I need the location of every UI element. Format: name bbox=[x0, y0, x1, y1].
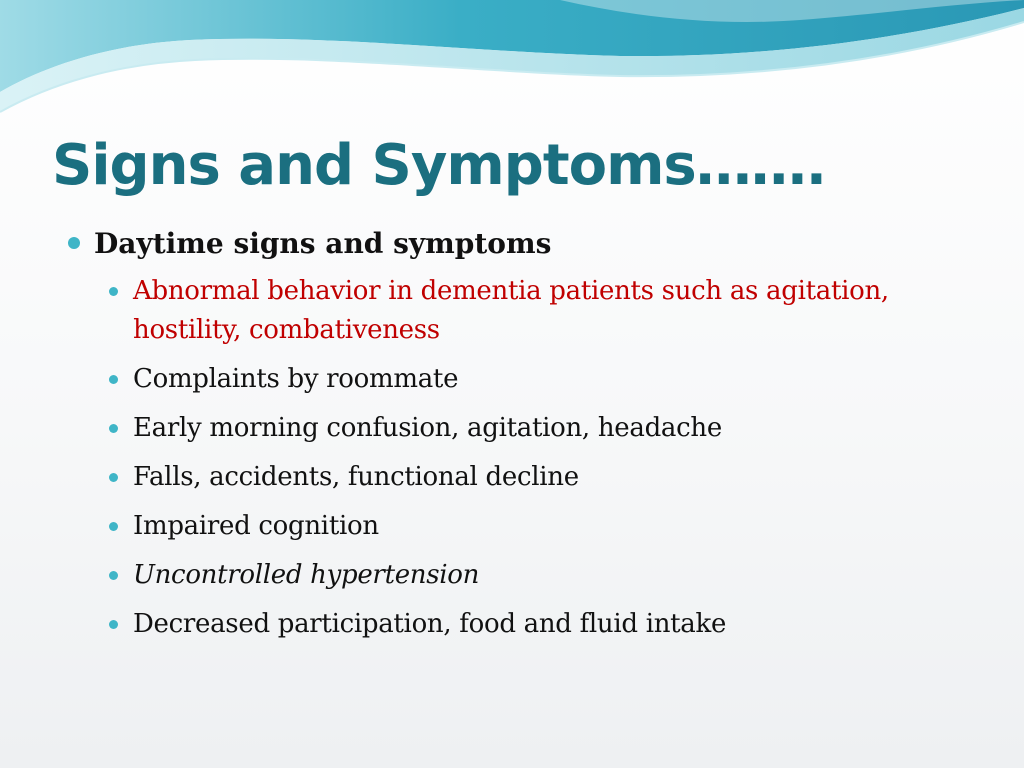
list-item bbox=[104, 507, 964, 546]
slide-title: Signs and Symptoms……. bbox=[52, 133, 827, 198]
filled-circle-bullet-icon bbox=[109, 571, 118, 580]
filled-circle-bullet-icon bbox=[109, 473, 118, 482]
symptom-list bbox=[64, 272, 964, 644]
filled-circle-bullet-icon bbox=[109, 522, 118, 531]
list-item bbox=[104, 458, 964, 497]
bullet-content bbox=[64, 222, 964, 654]
decorative-wave-header bbox=[0, 0, 1024, 130]
filled-circle-bullet-icon bbox=[109, 620, 118, 629]
heading-text: Daytime signs and symptoms bbox=[94, 227, 552, 260]
filled-circle-bullet-icon bbox=[109, 375, 118, 384]
filled-circle-bullet-icon bbox=[109, 287, 118, 296]
filled-circle-bullet-icon bbox=[109, 424, 118, 433]
filled-circle-bullet-icon bbox=[68, 237, 80, 249]
list-item-text: Impaired cognition bbox=[133, 511, 379, 541]
list-item-text: Early morning confusion, agitation, headache bbox=[133, 413, 722, 443]
list-item bbox=[104, 409, 964, 448]
list-item-text: Uncontrolled hypertension bbox=[133, 560, 480, 590]
list-item-text: Decreased participation, food and fluid intake bbox=[133, 609, 727, 639]
list-item-text: Abnormal behavior in dementia patients such as agitation, hostility, combativeness bbox=[133, 276, 889, 345]
list-item-text: Complaints by roommate bbox=[133, 364, 459, 394]
list-item bbox=[104, 360, 964, 399]
heading-bullet bbox=[64, 222, 964, 266]
list-item-text: Falls, accidents, functional decline bbox=[133, 462, 579, 492]
list-item bbox=[104, 605, 964, 644]
list-item bbox=[104, 556, 964, 595]
list-item bbox=[104, 272, 964, 350]
